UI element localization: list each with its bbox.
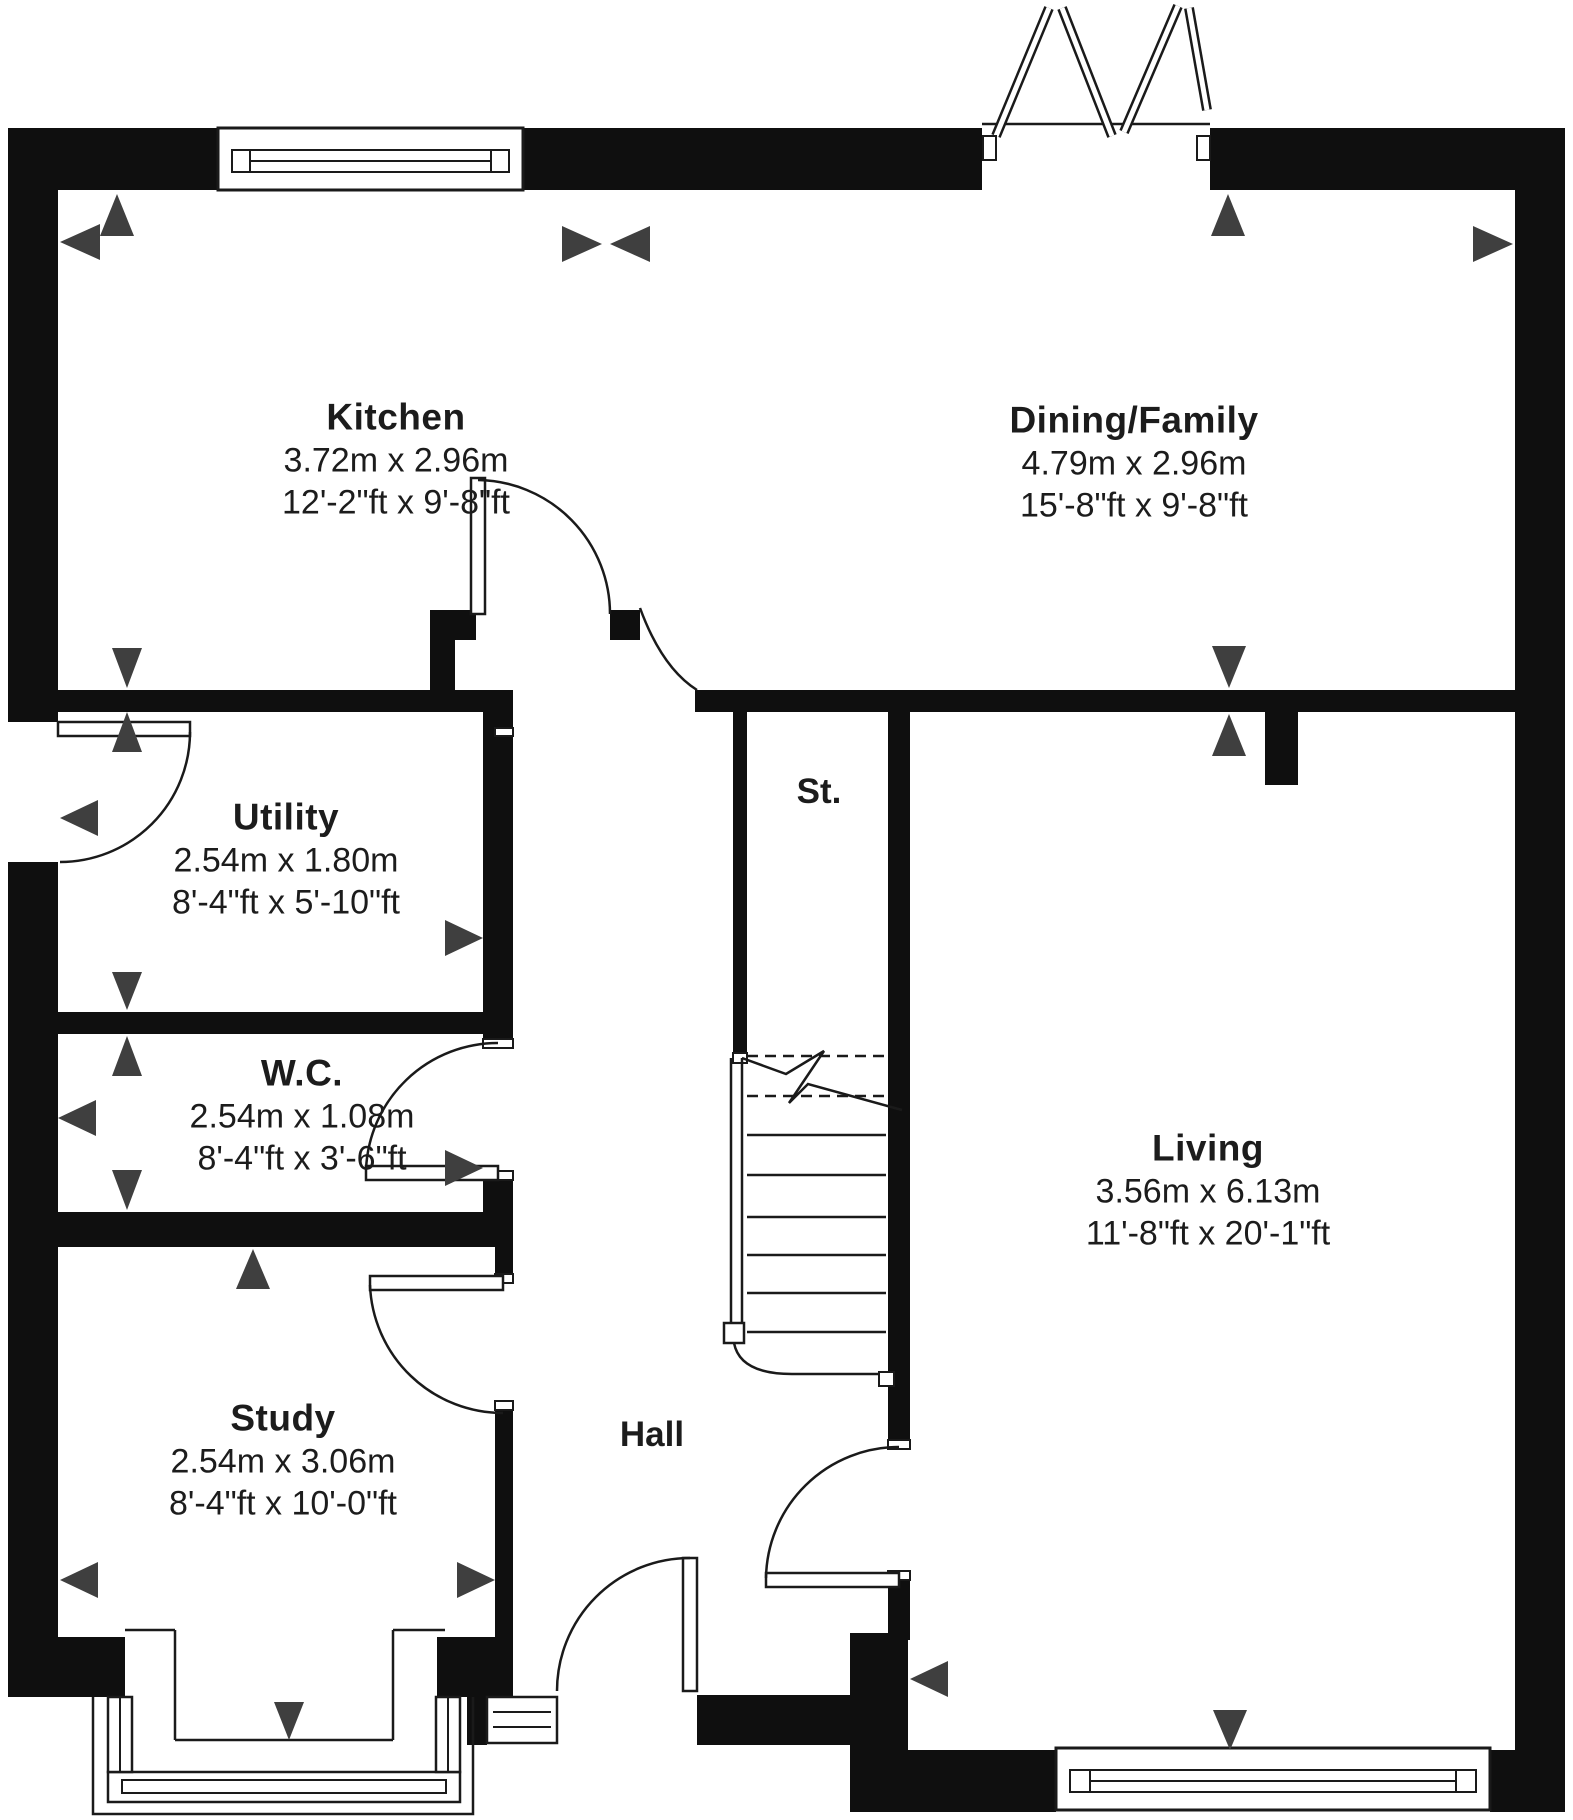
door-jambs bbox=[483, 728, 910, 1580]
room-name: Dining/Family bbox=[1009, 399, 1259, 441]
study-door bbox=[370, 1276, 503, 1413]
room-size-metric: 3.72m x 2.96m bbox=[283, 441, 509, 480]
room-label-hall: Hall bbox=[619, 1415, 685, 1454]
bifold-door bbox=[982, 6, 1210, 160]
walls bbox=[8, 128, 1565, 1812]
arrow-down-icon bbox=[112, 648, 142, 688]
arrow-down-icon bbox=[112, 1170, 142, 1210]
room-label-wc bbox=[190, 1051, 415, 1180]
arrow-right-icon bbox=[562, 226, 602, 262]
room-label-living bbox=[1086, 1126, 1330, 1255]
arrow-right-icon bbox=[457, 1562, 495, 1598]
room-label-utility bbox=[172, 795, 400, 924]
room-label-stairs: St. bbox=[796, 772, 842, 811]
room-size-metric: 3.56m x 6.13m bbox=[1095, 1172, 1321, 1211]
room-name: Utility bbox=[232, 796, 340, 838]
front-door-sidelight bbox=[487, 1697, 557, 1743]
kitchen-window bbox=[218, 128, 523, 190]
room-size-imper: 8'-4"ft x 3'-6"ft bbox=[197, 1139, 407, 1178]
arrow-down-icon bbox=[1212, 646, 1246, 688]
staircase bbox=[724, 1051, 902, 1374]
arrow-up-icon bbox=[100, 194, 134, 236]
arrow-left-icon bbox=[58, 1100, 96, 1136]
front-door bbox=[557, 1558, 697, 1691]
room-name: Study bbox=[230, 1397, 336, 1439]
arrow-right-icon bbox=[445, 920, 483, 956]
room-size-metric: 2.54m x 1.80m bbox=[173, 841, 399, 880]
room-size-imperial: 8'-4"ft x 10'-0"ft bbox=[169, 1484, 397, 1523]
arrow-down-icon bbox=[112, 972, 142, 1010]
arrow-down-icon bbox=[1213, 1710, 1247, 1750]
living-window bbox=[1056, 1748, 1490, 1810]
room-name: W.C. bbox=[260, 1052, 344, 1094]
arrow-left-icon bbox=[60, 224, 100, 260]
room-size-imperial: 15'-8"ft x 9'-8"ft bbox=[1019, 486, 1248, 525]
room-size-imperial: 11'-8"ft x 20'-1"ft bbox=[1085, 1214, 1331, 1253]
arrow-left-icon bbox=[610, 226, 650, 262]
room-size-imperial: 12'-2"ft x 9'-8"ft bbox=[282, 483, 510, 522]
arrow-left-icon bbox=[60, 1562, 98, 1598]
room-size-metric: 2.54m x 3.06m bbox=[170, 1442, 396, 1481]
room-label-study bbox=[169, 1396, 397, 1525]
room-size-metric: 4.79m x 2.96m bbox=[1021, 444, 1247, 483]
room-name: Living bbox=[1152, 1127, 1264, 1169]
living-door bbox=[766, 1447, 899, 1587]
arrow-up-icon bbox=[1211, 194, 1245, 236]
room-name: Kitchen bbox=[326, 396, 466, 438]
arrow-up-icon bbox=[112, 1036, 142, 1076]
arrow-up-icon bbox=[236, 1249, 270, 1289]
arrow-down-icon bbox=[274, 1702, 304, 1740]
arrow-right-icon bbox=[1473, 226, 1513, 262]
room-label-dining-family bbox=[1009, 398, 1258, 527]
arrow-left-icon bbox=[60, 800, 98, 836]
arrow-left-icon bbox=[910, 1661, 948, 1697]
arrow-up-icon bbox=[1212, 714, 1246, 756]
room-size-imperial: 8'-4"ft x 5'-10"ft bbox=[172, 883, 400, 922]
room-size-metric: 2.54m x 1.08m bbox=[189, 1097, 415, 1136]
room-label-kitchen bbox=[282, 395, 510, 524]
